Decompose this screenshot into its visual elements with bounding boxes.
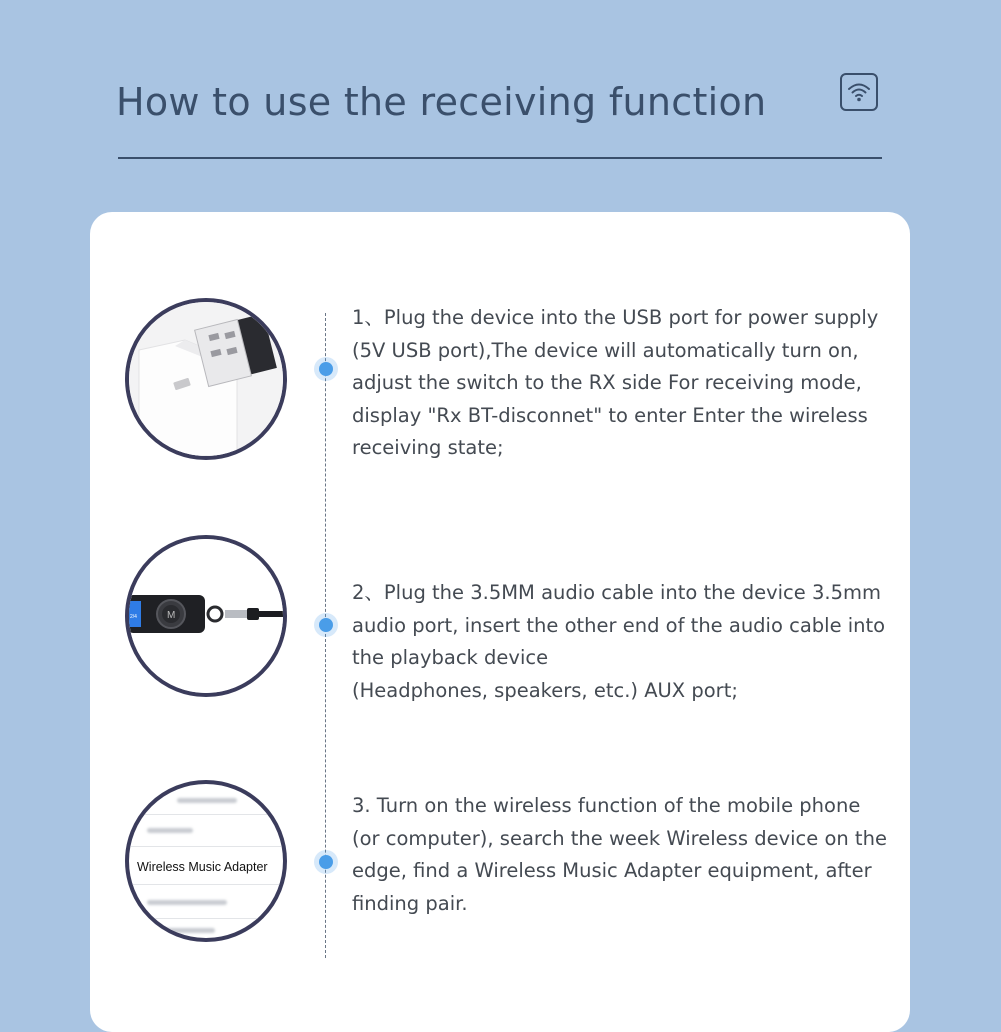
usb-charger-illustration: [125, 298, 287, 460]
svg-text:2/4: 2/4: [130, 614, 137, 620]
device-list-illustration: [125, 780, 287, 942]
step-1-text: 1、Plug the device into the USB port for power supply (5V USB port),The device will automatically turn on, adjust the switch to the RX side For receiving mode, display "Rx BT-disconnet" to enter Enter the wireless receiving state;: [352, 306, 879, 460]
wifi-icon: [840, 73, 878, 111]
step-2-text: 2、Plug the 3.5MM audio cable into the device 3.5mm audio port, insert the other end of the audio cable into the playback device (Headphones, speakers, etc.) AUX port;: [352, 581, 886, 702]
page-title: How to use the receiving function: [116, 80, 767, 124]
title-divider: [118, 157, 882, 159]
audio-cable-illustration: [125, 535, 287, 697]
svg-text:M: M: [167, 610, 176, 621]
blurred-list-item: [159, 928, 215, 933]
step-3-text: 3. Turn on the wireless function of the mobile phone (or computer), search the week Wireless device on the edge, find a Wireless Music Adapter equipment, after finding pair.: [352, 794, 887, 915]
timeline-dot-3: [319, 855, 333, 869]
list-separator: [129, 846, 283, 847]
blurred-list-item: [147, 900, 227, 905]
list-separator: [129, 918, 283, 919]
timeline-dot-1: [319, 362, 333, 376]
blurred-list-item: [147, 828, 193, 833]
blurred-list-item: [177, 798, 237, 803]
list-separator: [129, 884, 283, 885]
timeline-dot-2: [319, 618, 333, 632]
list-item-wireless-music-adapter: Wireless Music Adapter: [137, 860, 268, 874]
list-separator: [129, 814, 283, 815]
